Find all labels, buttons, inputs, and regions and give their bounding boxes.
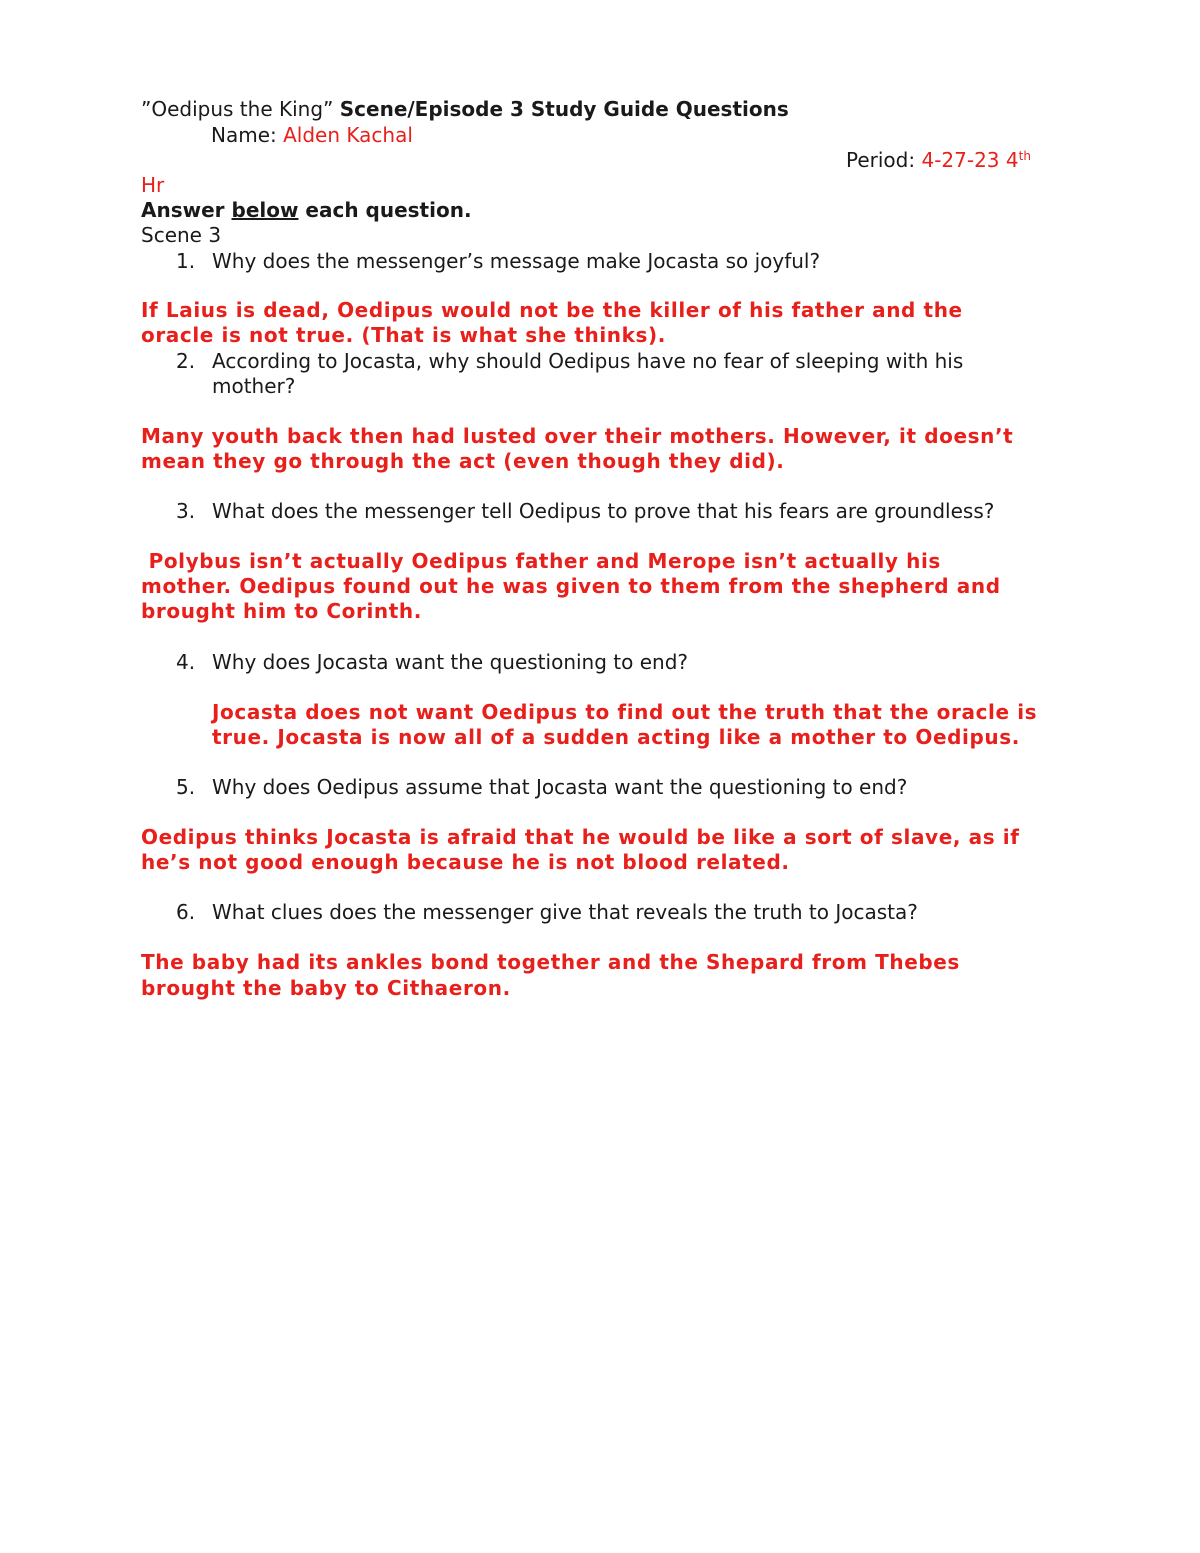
answer-6-line-2: brought the baby to Cithaeron. [141, 976, 511, 1000]
instructions-suffix: each question. [298, 198, 472, 222]
question-text: Why does the messenger’s message make Jocasta so joyful? [212, 249, 821, 273]
question-1 [176, 249, 820, 274]
question-text: Why does Jocasta want the questioning to end? [212, 650, 689, 674]
period-line [846, 148, 1031, 173]
instructions [141, 198, 472, 223]
question-3 [176, 499, 994, 524]
question-number: 5. [176, 775, 196, 799]
instructions-prefix: Answer [141, 198, 232, 222]
question-text: According to Jocasta, why should Oedipus have no fear of sleeping with his [212, 349, 964, 373]
instructions-underlined: below [231, 198, 299, 222]
question-number: 6. [176, 900, 196, 924]
answer-2-line-2: mean they go through the act (even though they did). [141, 449, 785, 473]
question-text: What clues does the messenger give that reveals the truth to Jocasta? [212, 900, 918, 924]
answer-4-line-1: Jocasta does not want Oedipus to find out the truth that the oracle is [212, 700, 1038, 724]
question-number: 2. [176, 349, 196, 373]
scene-label: Scene 3 [141, 223, 222, 247]
question-2 [176, 349, 963, 374]
name-line [211, 123, 413, 148]
answer-1-line-1: If Laius is dead, Oedipus would not be the killer of his father and the [141, 298, 963, 322]
document-title [141, 97, 789, 122]
answer-1-line-2: oracle is not true. (That is what she thinks). [141, 323, 666, 347]
question-text: What does the messenger tell Oedipus to prove that his fears are groundless? [212, 499, 995, 523]
answer-4-line-2: true. Jocasta is now all of a sudden acting like a mother to Oedipus. [212, 725, 1020, 749]
answer-5-line-1: Oedipus thinks Jocasta is afraid that he would be like a sort of slave, as if [141, 825, 1020, 849]
student-name: Alden Kachal [283, 123, 413, 147]
question-text: Why does Oedipus assume that Jocasta want the questioning to end? [212, 775, 908, 799]
period-continuation: Hr [141, 173, 165, 197]
title-play-name: ”Oedipus the King” [141, 97, 340, 121]
period-value: 4-27-23 4 [921, 148, 1019, 172]
answer-2-line-1: Many youth back then had lusted over their mothers. However, it doesn’t [141, 424, 1014, 448]
question-5 [176, 775, 907, 800]
name-label: Name: [211, 123, 284, 147]
period-label: Period: [846, 148, 922, 172]
answer-3-line-2: mother. Oedipus found out he was given to them from the shepherd and [141, 574, 1001, 598]
period-superscript: th [1018, 149, 1031, 163]
question-6 [176, 900, 918, 925]
answer-5-line-2: he’s not good enough because he is not blood related. [141, 850, 790, 874]
question-number: 3. [176, 499, 196, 523]
title-heading: Scene/Episode 3 Study Guide Questions [339, 97, 789, 121]
answer-6-line-1: The baby had its ankles bond together and the Shepard from Thebes [141, 950, 960, 974]
question-number: 1. [176, 249, 196, 273]
answer-3-line-3: brought him to Corinth. [141, 599, 422, 623]
question-number: 4. [176, 650, 196, 674]
answer-3-line-1: Polybus isn’t actually Oedipus father and Merope isn’t actually his [141, 549, 941, 573]
question-4 [176, 650, 688, 675]
question-2-line-2: mother? [212, 374, 296, 398]
